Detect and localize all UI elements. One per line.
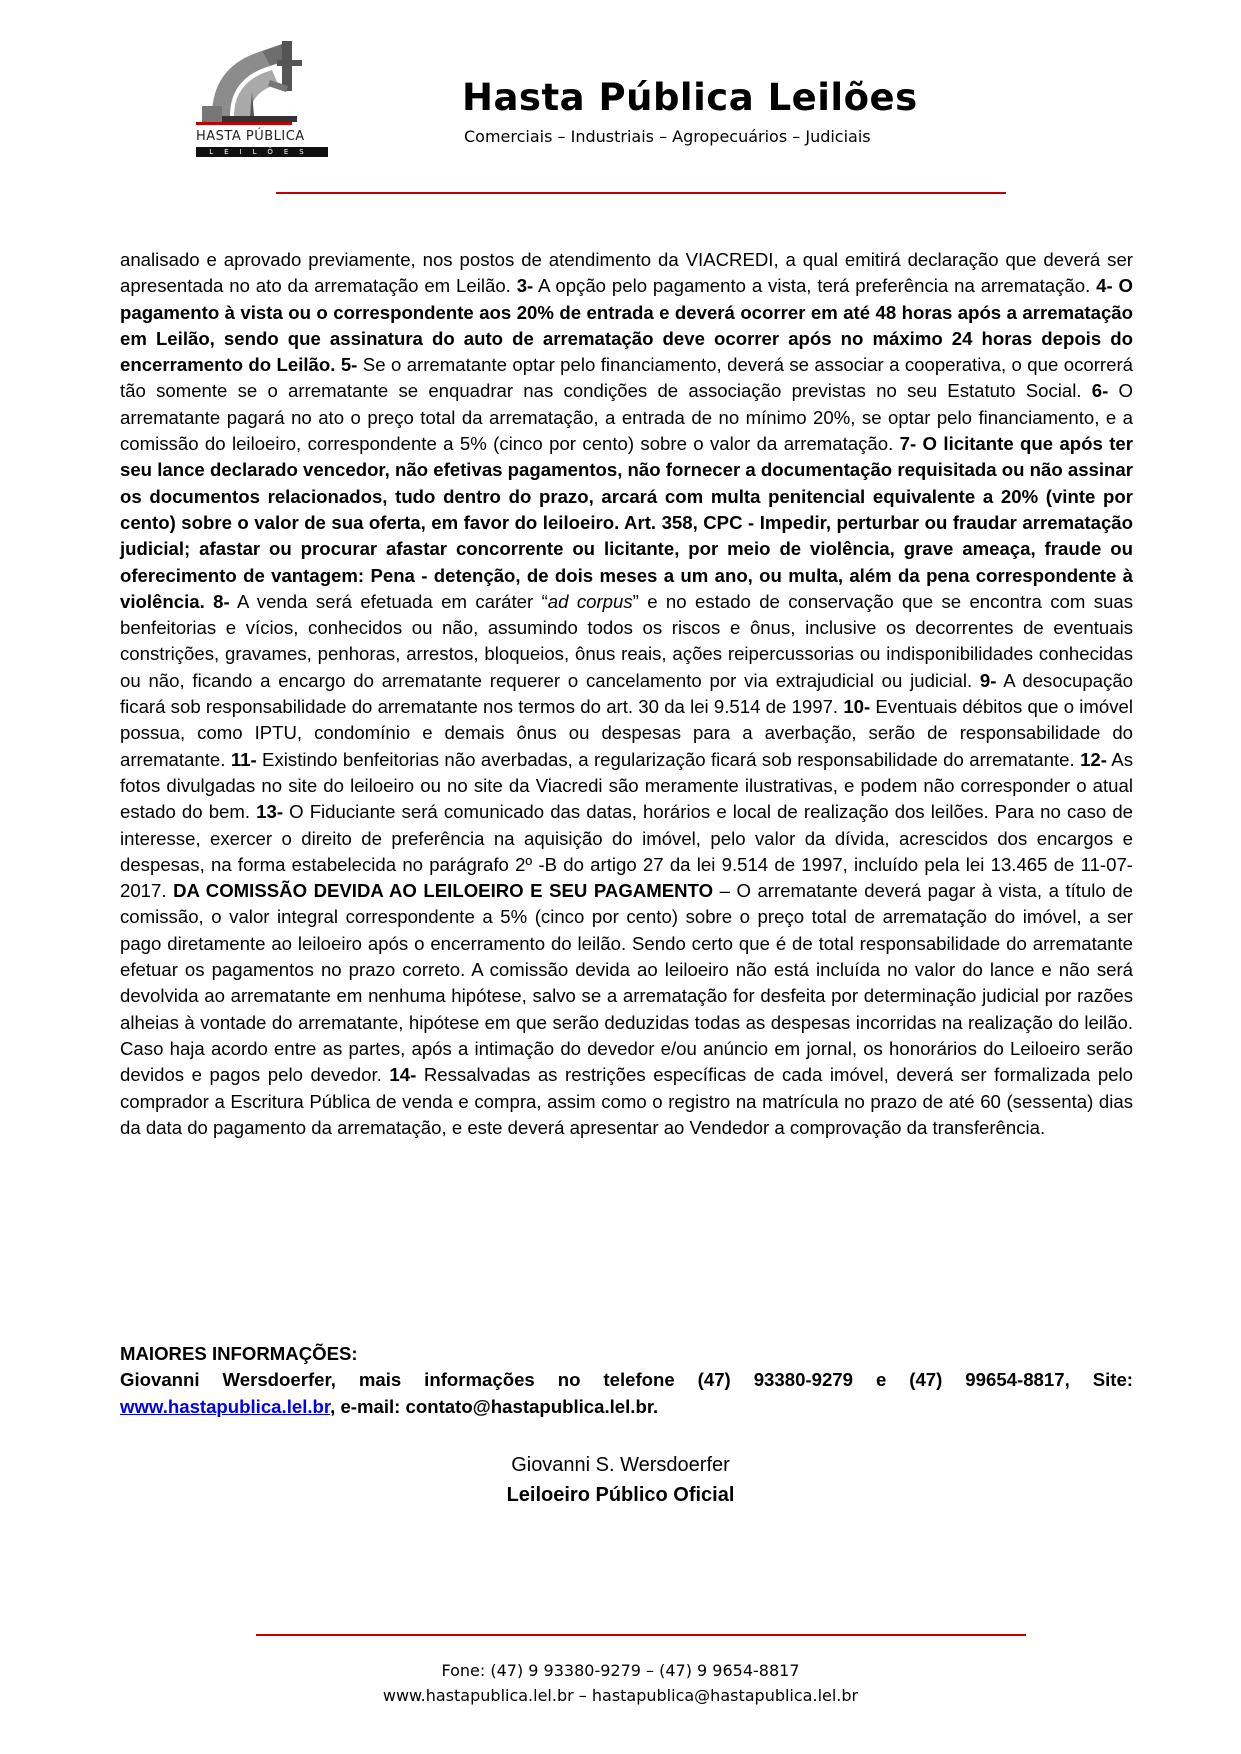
logo-text: HASTA PÚBLICA [196, 129, 305, 144]
text-segment: Se o arrematante optar pelo financiamento, deverá se associar a cooperativa, o que ocorrerá tão somente se o arrematante se enquadrar nas condições de associação previstas no seu Estatuto Social. [120, 354, 1133, 402]
body-paragraph [120, 247, 1133, 1141]
site-link[interactable]: www.hastapublica.lel.br [120, 1395, 331, 1417]
clause-number: 6- [1091, 380, 1109, 402]
logo-subtext: LEILÕES [196, 147, 328, 157]
brand-title: Hasta Pública Leilões [462, 76, 918, 119]
ad-corpus-term: ad corpus [547, 590, 633, 612]
info-email: , e-mail: contato@hastapublica.lel.br. [330, 1395, 659, 1417]
clause-number: 8- [204, 590, 230, 612]
text-segment: analisado e aprovado previamente, nos postos de atendimento da VIACREDI, a qual emitirá declaração que deverá ser apresentada no ato da arrematação em Leilão. [120, 249, 1133, 297]
clause-4-bold: 4- O pagamento à vista ou o correspondente aos 20% de entrada e deverá ocorrer em até 48 horas após a arrematação em Leilão, sendo que assinatura do auto de arrematação deve ocorrer após no máximo 24 horas depois do encerramento do Leilão. [120, 275, 1133, 376]
footer-web: www.hastapublica.lel.br – hastapublica@hastapublica.lel.br [382, 1686, 859, 1705]
clause-number: 5- [335, 354, 358, 376]
clause-number: 12- [1080, 748, 1107, 770]
clause-number: 9- [979, 669, 997, 691]
text-segment: A desocupação ficará sob responsabilidade do arrematante nos termos do art. 30 da lei 9.514 de 1997. [120, 669, 1133, 718]
more-info-block [120, 1341, 1133, 1420]
text-segment: – O arrematante deverá pagar à vista, a título de comissão, o valor integral correspondente a 5% (cinco por cento) sobre o preço total de arrematação do imóvel, a ser pago diretamente ao leiloeiro após o encerramento do leilão. Sendo certo que é de total responsabilidade do arrematante efetuar os pagamentos no prazo correto. A comissão devida ao leiloeiro não está incluída no valor do lance e não será devolvida ao arrematante em nenhuma hipótese, salvo se a arrematação for desfeita por determinação judicial por razões alheias à vontade do arrematante, hipótese em que serão deduzidas todas as despesas incorridas na realização do leilão. Caso haja acordo entre as partes, após a intimação do devedor e/ou anúncio em jornal, os honorários do Leiloeiro serão devidos e pagos pelo devedor. [120, 880, 1133, 1086]
text-segment: Eventuais débitos que o imóvel possua, como IPTU, condomínio e demais ônus ou despesas para a averbação, serão de responsabilidade do arrematante. [120, 696, 1133, 770]
info-text: Giovanni Wersdoerfer, mais informações no telefone (47) 93380-9279 e (47) 99654-8817, Site: [120, 1369, 1133, 1391]
text-segment: Existindo benfeitorias não averbadas, a regularização ficará sob responsabilidade do arrematante. [256, 748, 1081, 770]
clause-number: 10- [843, 696, 871, 718]
info-heading: MAIORES INFORMAÇÕES: [120, 1343, 358, 1364]
clause-number: 3- [516, 275, 534, 297]
text-segment: A opção pelo pagamento a vista, terá preferência na arrematação. [533, 275, 1097, 297]
brand-subtitle: Comerciais – Industriais – Agropecuários – Judiciais [464, 127, 871, 146]
clause-number: 14- [389, 1064, 417, 1086]
text-segment: O arrematante pagará no ato o preço total da arrematação, a entrada de no mínimo 20%, se optar pelo financiamento, e a comissão do leiloeiro, correspondente a 5% (cinco por cento) sobre o valor da arrematação. [120, 380, 1133, 455]
signature-name: Giovanni S. Wersdoerfer [511, 1454, 730, 1476]
text-segment: A venda será efetuada em caráter “ [229, 590, 548, 612]
comissao-heading: DA COMISSÃO DEVIDA AO LEILOEIRO E SEU PAGAMENTO [173, 880, 714, 902]
text-segment: ” e no estado de conservação que se encontra com suas benfeitorias e vícios, conhecidos ou não, assumindo todos os riscos e ônus, inclusive os decorrentes de eventuais constrições, gravames, penhoras, arrestos, bloqueios, ônus reais, ações reipercussorias ou indisponibilidades conhecidas ou não, ficando a encargo do arrematante requerer o cancelamento por via extrajudicial ou judicial. [120, 590, 1133, 691]
footer-phone: Fone: (47) 9 93380-9279 – (47) 9 9654-8817 [441, 1661, 800, 1680]
signature-role: Leiloeiro Público Oficial [506, 1484, 735, 1506]
clause-number: 11- [230, 748, 257, 770]
text-segment: As fotos divulgadas no site do leiloeiro ou no site da Viacredi são meramente ilustrativas, e podem não corresponder o atual estado do bem. [120, 748, 1134, 823]
footer-divider [256, 1634, 1026, 1636]
text-segment: O Fiduciante será comunicado das datas, horários e local de realização dos leilões. Para no caso de interesse, exercer o direito de preferência na aquisição do imóvel, pelo valor da dívida, acrescidos dos encargos e despesas, na forma estabelecida no parágrafo 2º -B do artigo 27 da lei 9.514 de 1997, incluído pela lei 13.465 de 11-07-2017. [120, 801, 1133, 902]
clause-number: 13- [256, 801, 284, 823]
clause-7-bold: 7- O licitante que após ter seu lance declarado vencedor, não efetivas pagamentos, não fornecer a documentação requisitada ou não assinar os documentos relacionados, tudo dentro do prazo, arcará com multa penitencial equivalente a 20% (vinte por cento) sobre o valor de sua oferta, em favor do leiloeiro. Art. 358, CPC - Impedir, perturbar ou fraudar arrematação judicial; afastar ou procurar afastar concorrente ou licitante, por meio de violência, grave ameaça, fraude ou oferecimento de vantagem: Pena - detenção, de dois meses a um ano, ou multa, além da pena correspondente à violência. [120, 433, 1134, 612]
text-segment: Ressalvadas as restrições específicas de cada imóvel, deverá ser formalizada pelo comprador a Escritura Pública de venda e compra, assim como o registro na matrícula no prazo de até 60 (sessenta) dias da data do pagamento da arrematação, e este deverá apresentar ao Vendedor a comprovação da transferência. [120, 1064, 1133, 1138]
header-divider [276, 192, 1006, 194]
